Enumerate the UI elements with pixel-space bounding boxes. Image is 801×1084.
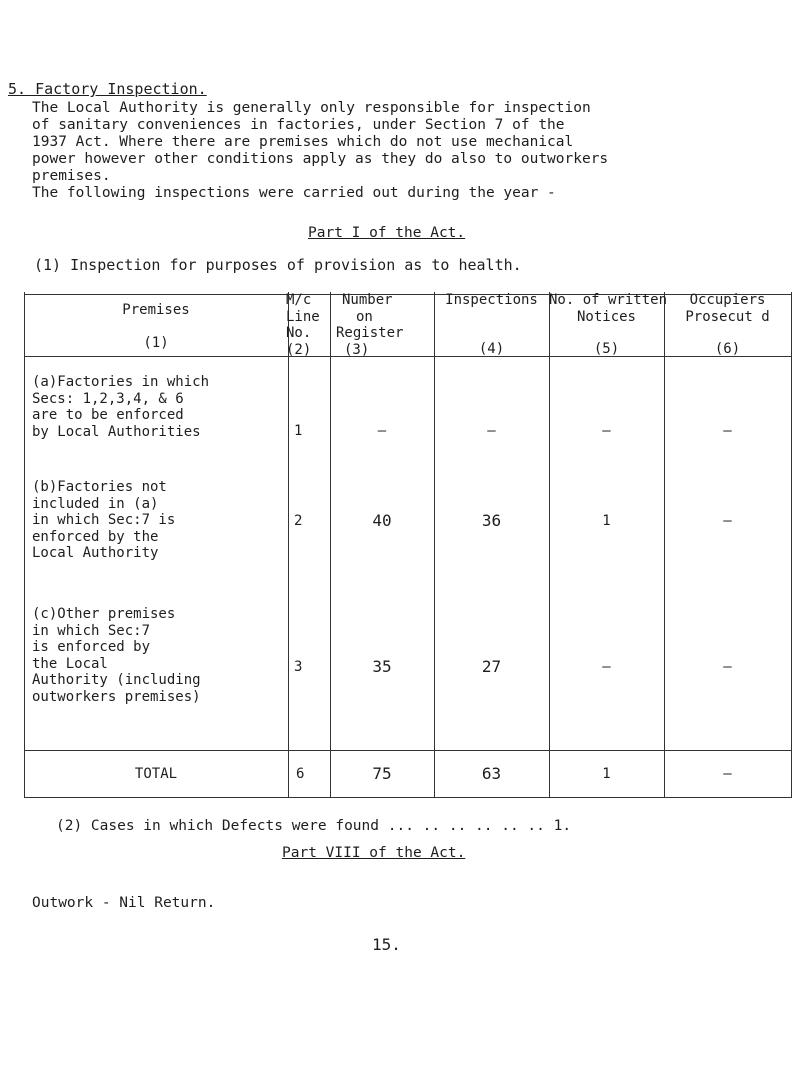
row-a-inspections: – (487, 423, 496, 439)
row-b-notices: 1 (602, 513, 611, 529)
header-register: Number on Register (3) (336, 292, 404, 358)
intro-line: premises. (32, 168, 111, 184)
body-rule (24, 750, 792, 751)
total-label: TOTAL (134, 766, 178, 782)
row-c-register: 35 (372, 657, 392, 676)
row-c-prosecuted: – (723, 659, 732, 675)
part-one-title: Part I of the Act. (308, 225, 466, 241)
col-rule-3 (434, 292, 435, 797)
part-eight-title: Part VIII of the Act. (282, 845, 466, 861)
row-c-line-no: 3 (294, 659, 303, 675)
row-a-line-no: 1 (294, 423, 303, 439)
intro-line: The following inspections were carried out during the year - (32, 185, 556, 201)
page-number: 15. (372, 935, 401, 954)
total-register: 75 (372, 764, 392, 783)
col-rule-5 (664, 292, 665, 797)
table-row: (c)Other premises in which Sec:7 is enforced by the Local Authority (including outworkers premises) (32, 606, 201, 705)
col-rule-left (24, 292, 25, 797)
intro-line: 1937 Act. Where there are premises which do not use mechanical (32, 134, 574, 150)
row-a-register: – (377, 423, 387, 439)
header-notices: No. of written Notices (5) (549, 292, 668, 357)
col-rule-right (791, 292, 792, 797)
section-heading: 5. Factory Inspection. (8, 80, 207, 98)
section-one-title: (1) Inspection for purposes of provision as to health. (34, 256, 522, 274)
table-bottom-rule (24, 797, 792, 798)
row-b-inspections: 36 (481, 511, 502, 530)
inspection-table (24, 292, 792, 797)
intro-line: power however other conditions apply as they do also to outworkers (32, 151, 609, 167)
header-prosecuted: Occupiers Prosecut d (6) (685, 292, 770, 357)
row-b-register: 40 (372, 511, 392, 530)
row-b-prosecuted: – (723, 513, 732, 529)
col-rule-1 (288, 292, 289, 797)
intro-paragraph (32, 100, 608, 202)
outwork-text: Outwork - Nil Return. (32, 895, 216, 911)
header-inspections: Inspections (4) (445, 292, 538, 357)
table-row: (b)Factories not included in (a) in which Sec:7 is enforced by the Local Authority (32, 479, 176, 561)
row-b-line-no: 2 (294, 513, 303, 529)
col-rule-4 (549, 292, 550, 797)
col-rule-2 (330, 292, 331, 797)
section-two-text: (2) Cases in which Defects were found ... .. .. .. .. .. 1. (56, 818, 572, 834)
header-premises: Premises (1) (122, 302, 190, 351)
row-a-prosecuted: – (723, 423, 732, 439)
total-prosecuted: – (723, 766, 732, 782)
header-line-no: M/c Line No. (2) (286, 292, 320, 358)
intro-line: The Local Authority is generally only responsible for inspection (32, 100, 591, 116)
row-a-notices: – (602, 423, 611, 439)
table-row: (a)Factories in which Secs: 1,2,3,4, & 6 are to be enforced by Local Authorities (32, 374, 210, 440)
total-notices: 1 (602, 766, 611, 782)
total-inspections: 63 (481, 764, 502, 783)
row-c-inspections: 27 (481, 657, 502, 676)
row-c-notices: – (602, 659, 611, 675)
total-line-no: 6 (296, 766, 305, 782)
intro-line: of sanitary conveniences in factories, under Section 7 of the (32, 117, 565, 133)
